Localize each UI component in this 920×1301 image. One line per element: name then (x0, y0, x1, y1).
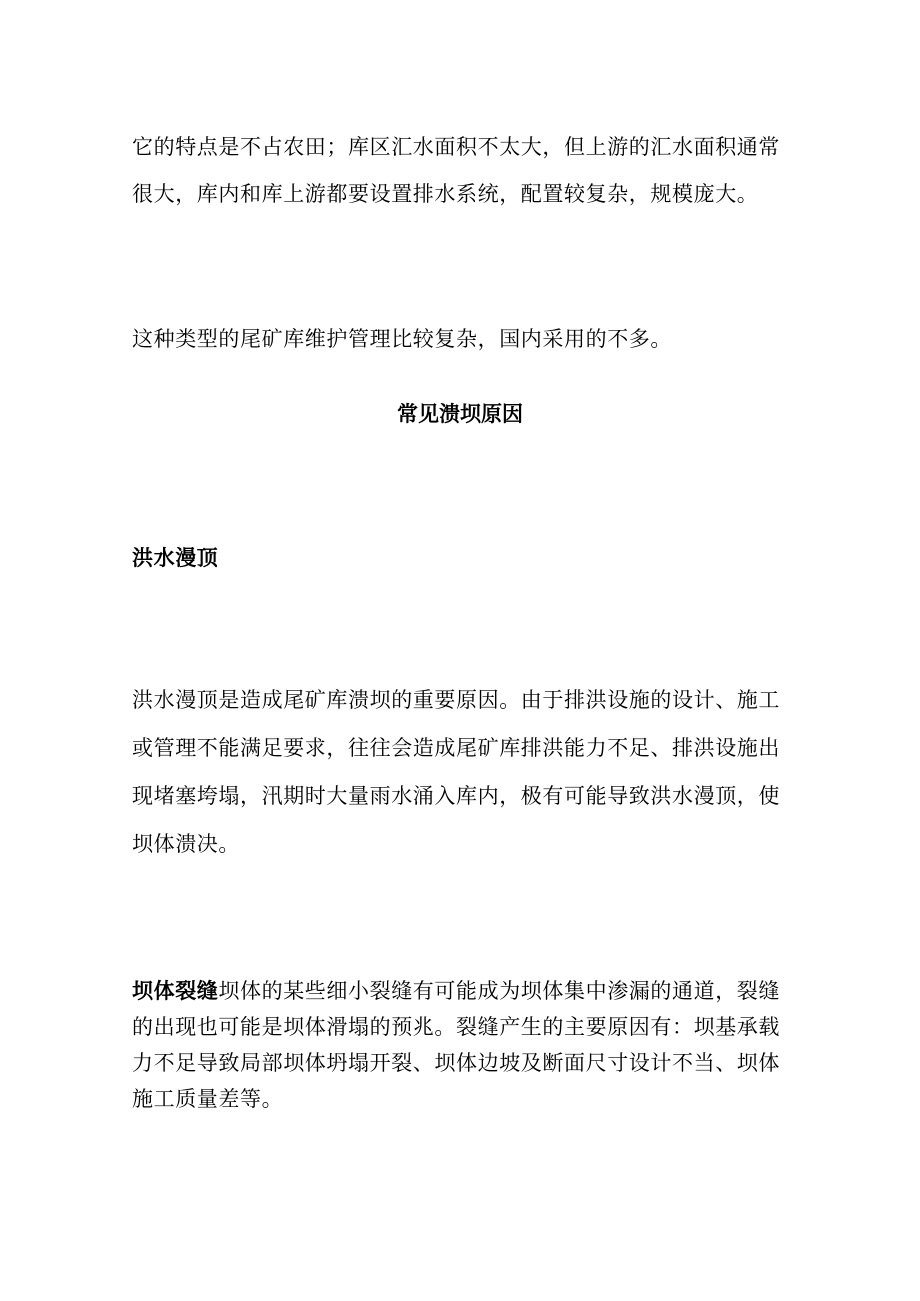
cracks-first-line-text: 坝体的某些细小裂缝有可能成为坝体集中渗漏的通道，裂缝 (218, 979, 781, 1003)
management-paragraph (132, 321, 792, 357)
section-title: 常见溃坝原因 (397, 402, 523, 426)
text-line: 它的特点是不占农田；库区汇水面积不太大，但上游的汇水面积通常 (132, 135, 780, 159)
intro-paragraph (132, 124, 792, 218)
flood-heading: 洪水漫顶 (132, 546, 219, 570)
text-line (132, 973, 792, 1009)
text-line: 力不足导致局部坝体坍塌开裂、坝体边坡及断面尺寸设计不当、坝体 (132, 1051, 780, 1075)
text-line: 这种类型的尾矿库维护管理比较复杂，国内采用的不多。 (132, 327, 672, 351)
text-line: 现堵塞垮塌，汛期时大量雨水涌入库内，极有可能导致洪水漫顶，使 (132, 784, 780, 808)
cracks-lead-term: 坝体裂缝 (132, 979, 219, 1003)
text-line: 坝体溃决。 (132, 832, 240, 856)
flood-paragraph (132, 676, 792, 868)
text-line: 很大，库内和库上游都要设置排水系统，配置较复杂，规模庞大。 (132, 182, 759, 206)
text-line: 的出现也可能是坝体滑塌的预兆。裂缝产生的主要原因有：坝基承载 (132, 1015, 780, 1039)
cracks-paragraph (132, 973, 792, 1117)
text-line: 或管理不能满足要求，往往会造成尾矿库排洪能力不足、排洪设施出 (132, 736, 780, 760)
text-line: 施工质量差等。 (132, 1087, 284, 1111)
text-line: 洪水漫顶是造成尾矿库溃坝的重要原因。由于排洪设施的设计、施工 (132, 688, 780, 712)
